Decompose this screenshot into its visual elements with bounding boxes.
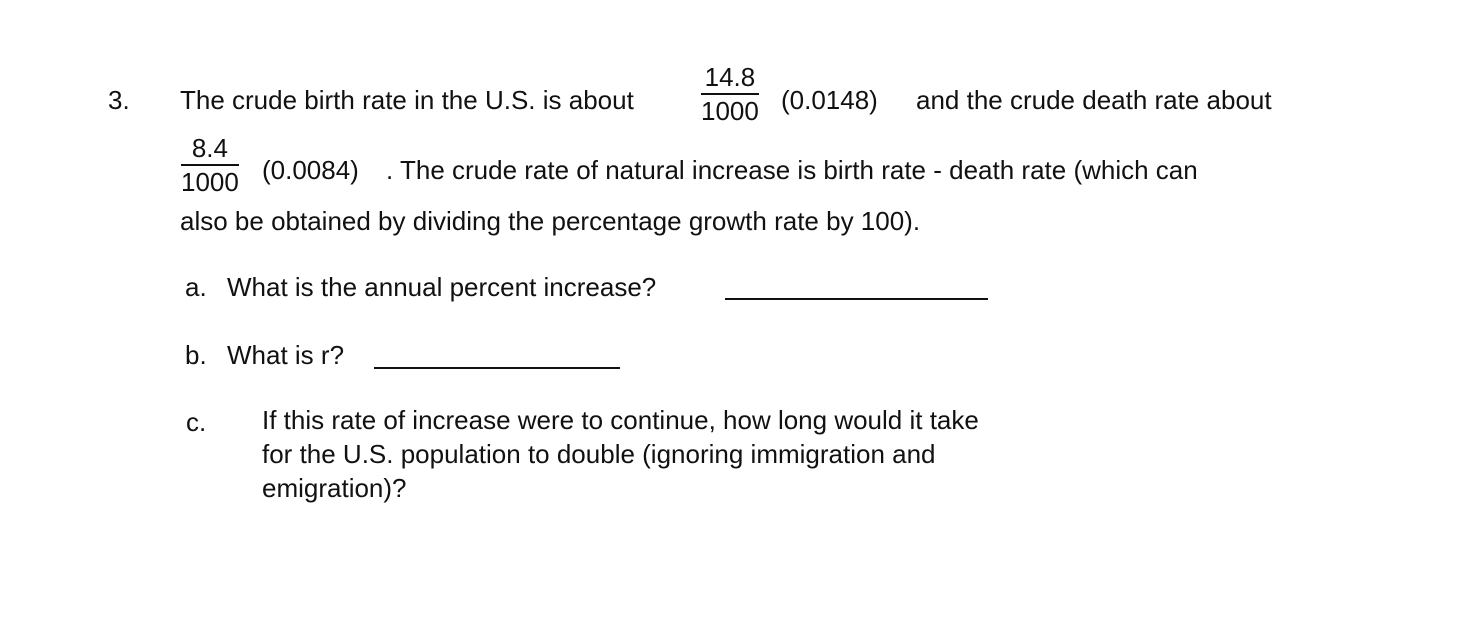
question-line3-text: also be obtained by dividing the percentage growth rate by 100). <box>180 206 921 236</box>
part-b-label: b. <box>185 340 207 370</box>
birth-rate-decimal: (0.0148) <box>781 85 878 115</box>
part-c-line1: If this rate of increase were to continue, how long would it take <box>262 405 979 435</box>
birth-rate-denominator: 1000 <box>701 96 759 126</box>
part-c-question <box>262 403 979 505</box>
birth-rate-numerator: 14.8 <box>704 62 756 92</box>
question-line1-tail: and the crude death rate about <box>916 85 1272 115</box>
death-rate-numerator: 8.4 <box>191 133 228 163</box>
death-rate-denominator: 1000 <box>181 167 239 197</box>
part-a-question: What is the annual percent increase? <box>227 272 657 302</box>
question-line2-text: . The crude rate of natural increase is birth rate - death rate (which can <box>386 155 1198 185</box>
part-b-answer-blank[interactable] <box>374 367 620 369</box>
part-a-answer-blank[interactable] <box>725 298 988 300</box>
question-number: 3. <box>108 85 130 115</box>
birth-rate-fraction <box>701 64 759 124</box>
question-line1-text: The crude birth rate in the U.S. is about <box>180 85 634 115</box>
part-b-question: What is r? <box>227 340 345 370</box>
part-c-label: c. <box>186 407 207 437</box>
part-c-line3: emigration)? <box>262 473 407 503</box>
part-c-line2: for the U.S. population to double (ignoring immigration and <box>262 439 936 469</box>
death-rate-fraction <box>181 135 239 195</box>
death-rate-decimal: (0.0084) <box>262 155 359 185</box>
part-a-label: a. <box>185 272 207 302</box>
